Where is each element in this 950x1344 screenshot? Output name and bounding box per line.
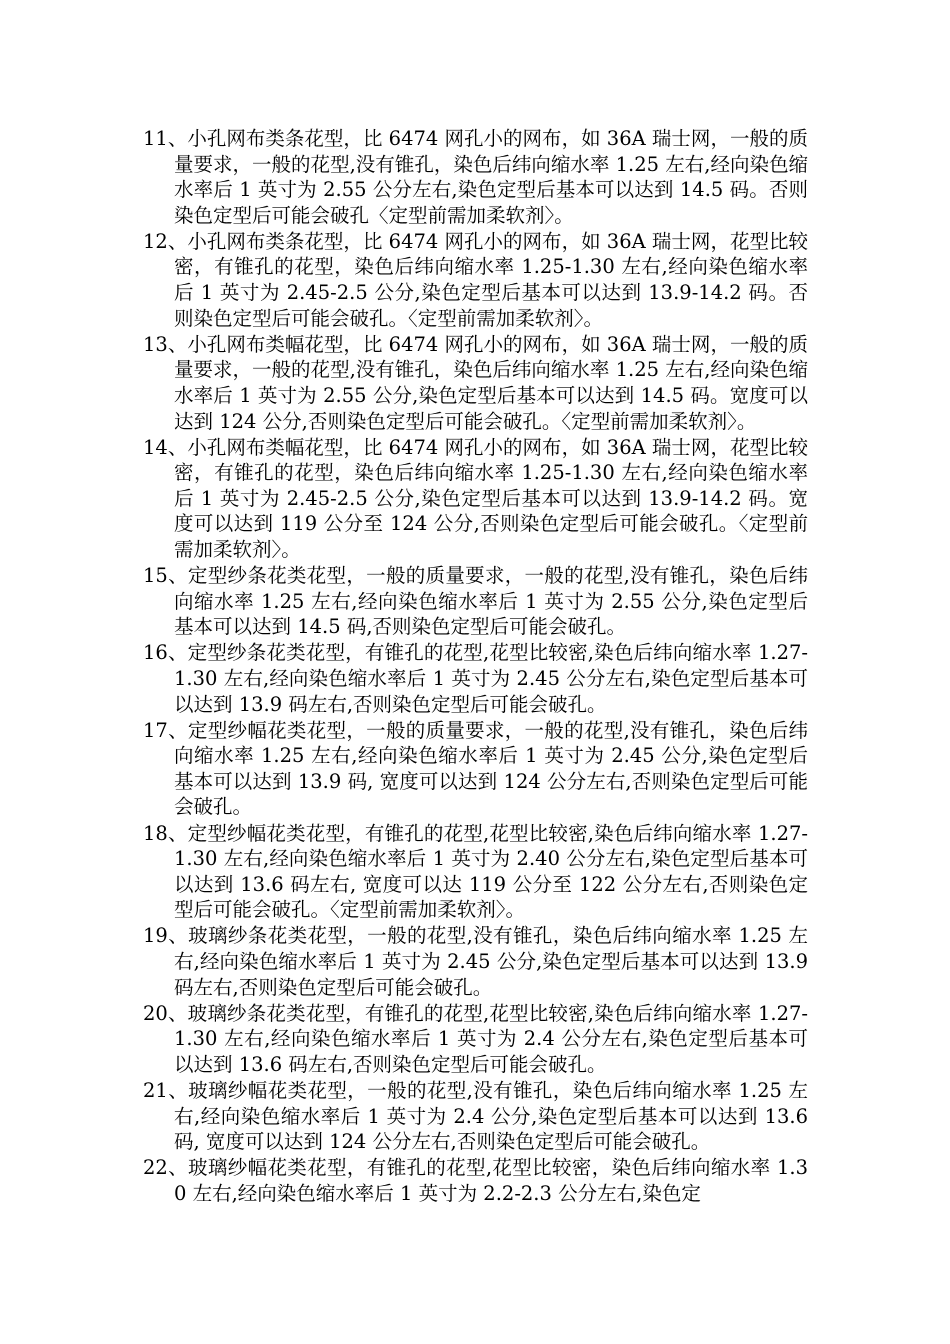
list-item: 14、小孔网布类幅花型，比 6474 网孔小的网布，如 36A 瑞士网，花型比较密，有锥孔的花型，染色后纬向缩水率 1.25-1.30 左右,经向染色缩水率后 1 英寸为 2.45-2.5 公分,染色定型后基本可以达到 13.9-14.2 码。宽度可以达到 119 公分至 124 公分,否则染色定型后可能会破孔。〈定型前需加柔软剂〉。 bbox=[143, 435, 808, 561]
list-item: 16、定型纱条花类花型，有锥孔的花型,花型比较密,染色后纬向缩水率 1.27-1.30 左右,经向染色缩水率后 1 英寸为 2.45 公分左右,染色定型后基本可以达到 13.9 码左右,否则染色定型后可能会破孔。 bbox=[143, 641, 808, 716]
list-item: 13、小孔网布类幅花型，比 6474 网孔小的网布，如 36A 瑞士网，一般的质量要求，一般的花型,没有锥孔，染色后纬向缩水率 1.25 左右,经向染色缩水率后 1 英寸为 2.55 公分,染色定型后基本可以达到 14.5 码。宽度可以达到 124 公分,否则染色定型后可能会破孔。〈定型前需加柔软剂〉。 bbox=[143, 332, 808, 433]
list-item: 22、玻璃纱幅花类花型，有锥孔的花型,花型比较密，染色后纬向缩水率 1.30 左右,经向染色缩水率后 1 英寸为 2.2-2.3 公分左右,染色定 bbox=[143, 1156, 808, 1205]
list-item: 12、小孔网布类条花型，比 6474 网孔小的网布，如 36A 瑞士网，花型比较密，有锥孔的花型，染色后纬向缩水率 1.25-1.30 左右,经向染色缩水率后 1 英寸为 2.45-2.5 公分,染色定型后基本可以达到 13.9-14.2 码。否则染色定型后可能会破孔。〈定型前需加柔软剂〉。 bbox=[143, 229, 808, 330]
list-item: 19、玻璃纱条花类花型，一般的花型,没有锥孔，染色后纬向缩水率 1.25 左右,经向染色缩水率后 1 英寸为 2.45 公分,染色定型后基本可以达到 13.9 码左右,否则染色定型后可能会破孔。 bbox=[143, 924, 808, 999]
list-item: 21、玻璃纱幅花类花型，一般的花型,没有锥孔，染色后纬向缩水率 1.25 左右,经向染色缩水率后 1 英寸为 2.4 公分,染色定型后基本可以达到 13.6 码, 宽度可以达到 124 公分左右,否则染色定型后可能会破孔。 bbox=[143, 1078, 808, 1154]
list-item: 15、定型纱条花类花型，一般的质量要求，一般的花型,没有锥孔，染色后纬向缩水率 1.25 左右,经向染色缩水率后 1 英寸为 2.55 公分,染色定型后基本可以达到 14.5 码,否则染色定型后可能会破孔。 bbox=[143, 564, 808, 639]
list-item: 17、定型纱幅花类花型，一般的质量要求，一般的花型,没有锥孔，染色后纬向缩水率 1.25 左右,经向染色缩水率后 1 英寸为 2.45 公分,染色定型后基本可以达到 13.9 码, 宽度可以达到 124 公分左右,否则染色定型后可能会破孔。 bbox=[143, 718, 808, 819]
spec-list bbox=[143, 126, 808, 1206]
list-item: 18、定型纱幅花类花型，有锥孔的花型,花型比较密,染色后纬向缩水率 1.27-1.30 左右,经向染色缩水率后 1 英寸为 2.40 公分左右,染色定型后基本可以达到 13.6 码左右, 宽度可以达 119 公分至 122 公分左右,否则染色定型后可能会破孔。〈定型前需加柔软剂〉。 bbox=[143, 821, 808, 922]
list-item: 11、小孔网布类条花型，比 6474 网孔小的网布，如 36A 瑞士网，一般的质量要求，一般的花型,没有锥孔，染色后纬向缩水率 1.25 左右,经向染色缩水率后 1 英寸为 2.55 公分左右,染色定型后基本可以达到 14.5 码。否则染色定型后可能会破孔〈定型前需加柔软剂〉。 bbox=[143, 127, 808, 227]
list-item: 20、玻璃纱条花类花型，有锥孔的花型,花型比较密,染色后纬向缩水率 1.27-1.30 左右,经向染色缩水率后 1 英寸为 2.4 公分左右,染色定型后基本可以达到 13.6 码左右,否则染色定型后可能会破孔。 bbox=[143, 1001, 808, 1076]
